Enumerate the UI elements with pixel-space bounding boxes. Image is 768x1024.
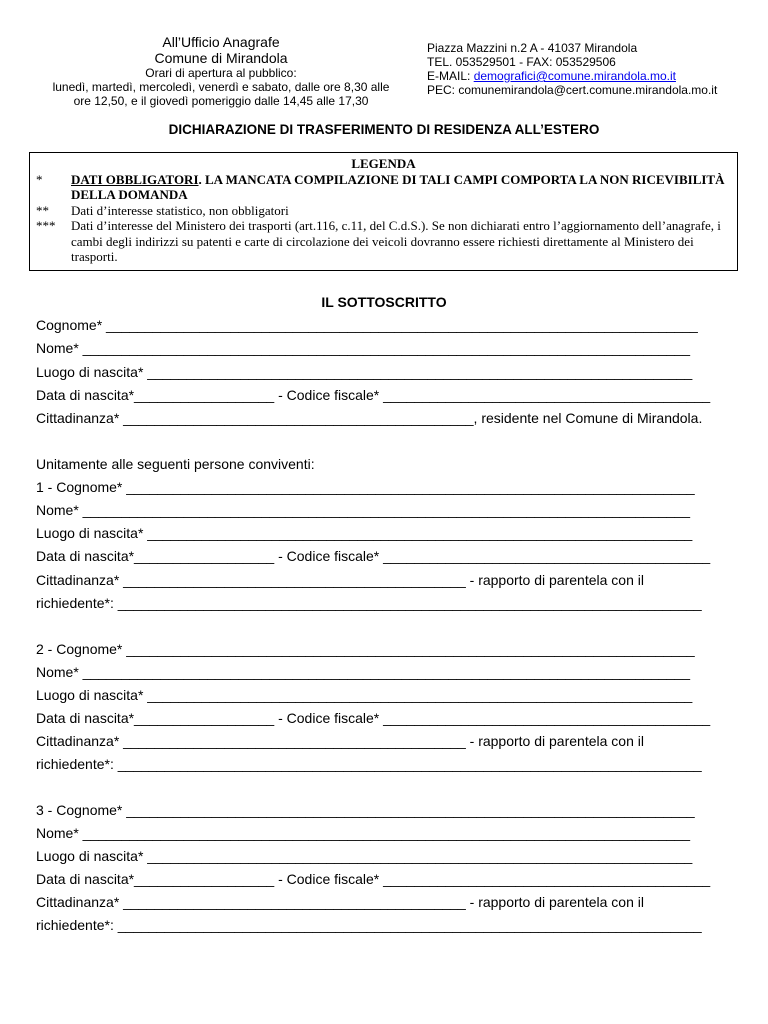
legend-item-mandatory [30,172,737,203]
legend-item-transport [30,218,737,265]
legend-mark: *** [36,218,56,233]
office-name: All’Ufficio Anagrafe [162,34,280,50]
municipality-name: Comune di Mirandola [154,50,288,66]
person2-surname[interactable]: 2 - Cognome* _________________________________________________________________________ [36,641,695,657]
contact-block [427,41,717,97]
person1-name[interactable]: Nome* ______________________________________________________________________________ [36,502,691,518]
person1-relationship[interactable]: richiedente*: ___________________________________________________________________________ [36,595,702,611]
person3-name[interactable]: Nome* ______________________________________________________________________________ [36,825,691,841]
person3-citizenship[interactable]: Cittadinanza* ____________________________________________ - rapporto di parentela con il [36,894,644,910]
legend-heading: LEGENDA [351,156,416,171]
section-title: IL SOTTOSCRITTO [321,294,447,310]
legend-item-statistical [30,203,737,219]
person2-relationship[interactable]: richiedente*: ___________________________________________________________________________ [36,756,702,772]
legend-mark: * [36,171,43,187]
phone-fax: TEL. 053529501 - FAX: 053529506 [427,55,616,69]
legend-mandatory-label: DATI OBBLIGATORI [71,171,199,187]
field-birthplace[interactable]: Luogo di nascita* ______________________________________________________________________ [36,364,693,380]
person3-birthdate-taxcode[interactable]: Data di nascita*__________________ - Codice fiscale* __________________________________________ [36,871,711,887]
person1-surname[interactable]: 1 - Cognome* _________________________________________________________________________ [36,479,695,495]
field-surname[interactable]: Cognome* ____________________________________________________________________________ [36,317,698,333]
legend-transport-text: Dati d’interesse del Ministero dei trasporti (art.116, c.11, del C.d.S.). Se non dichiarati entro l’aggiornamento dell’anagrafe, i cambi degli indirizzi su patenti e carte di circolazione dei veicoli dovranno essere richiesti direttamente al Ministero dei trasporti. [71,218,721,264]
field-citizenship[interactable]: Cittadinanza* _____________________________________________, residente nel Comune di Mirandola. [36,410,703,426]
address: Piazza Mazzini n.2 A - 41037 Mirandola [427,41,638,55]
person2-name[interactable]: Nome* ______________________________________________________________________________ [36,664,691,680]
opening-hours-label: Orari di apertura al pubblico: [145,66,297,80]
person3-birthplace[interactable]: Luogo di nascita* ______________________________________________________________________ [36,848,693,864]
legend-mandatory-text: . LA MANCATA COMPILAZIONE DI TALI CAMPI COMPORTA LA NON RICEVIBILITÀ DELLA DOMANDA [71,171,725,202]
person3-surname[interactable]: 3 - Cognome* _________________________________________________________________________ [36,802,695,818]
person2-birthplace[interactable]: Luogo di nascita* ______________________________________________________________________ [36,687,693,703]
opening-hours-line2: ore 12,50, e il giovedì pomeriggio dalle 14,45 alle 17,30 [73,94,369,108]
office-header [30,34,412,108]
person2-citizenship[interactable]: Cittadinanza* ____________________________________________ - rapporto di parentela con il [36,733,644,749]
email-link[interactable]: demografici@comune.mirandola.mo.it [473,69,676,83]
legend-statistical-text: Dati d’interesse statistico, non obbligatori [71,202,289,218]
opening-hours-line1: lunedì, martedì, mercoledì, venerdì e sabato, dalle ore 8,30 alle [52,80,390,94]
person1-citizenship[interactable]: Cittadinanza* ____________________________________________ - rapporto di parentela con il [36,572,644,588]
legend-box [29,152,738,271]
person3-relationship[interactable]: richiedente*: ___________________________________________________________________________ [36,917,702,933]
field-name[interactable]: Nome* ______________________________________________________________________________ [36,340,691,356]
email-line [427,69,717,83]
legend-mark: ** [36,202,49,218]
email-label: E-MAIL: [427,69,474,83]
pec-line: PEC: comunemirandola@cert.comune.mirandola.mo.it [427,83,718,97]
person2-birthdate-taxcode[interactable]: Data di nascita*__________________ - Codice fiscale* __________________________________________ [36,710,711,726]
person1-birthdate-taxcode[interactable]: Data di nascita*__________________ - Codice fiscale* __________________________________________ [36,548,711,564]
document-title: DICHIARAZIONE DI TRASFERIMENTO DI RESIDENZA ALL’ESTERO [168,122,600,137]
field-birthdate-taxcode[interactable]: Data di nascita*__________________ - Codice fiscale* __________________________________________ [36,387,711,403]
person1-birthplace[interactable]: Luogo di nascita* ______________________________________________________________________ [36,525,693,541]
cohabitants-intro: Unitamente alle seguenti persone conviventi: [36,456,315,472]
